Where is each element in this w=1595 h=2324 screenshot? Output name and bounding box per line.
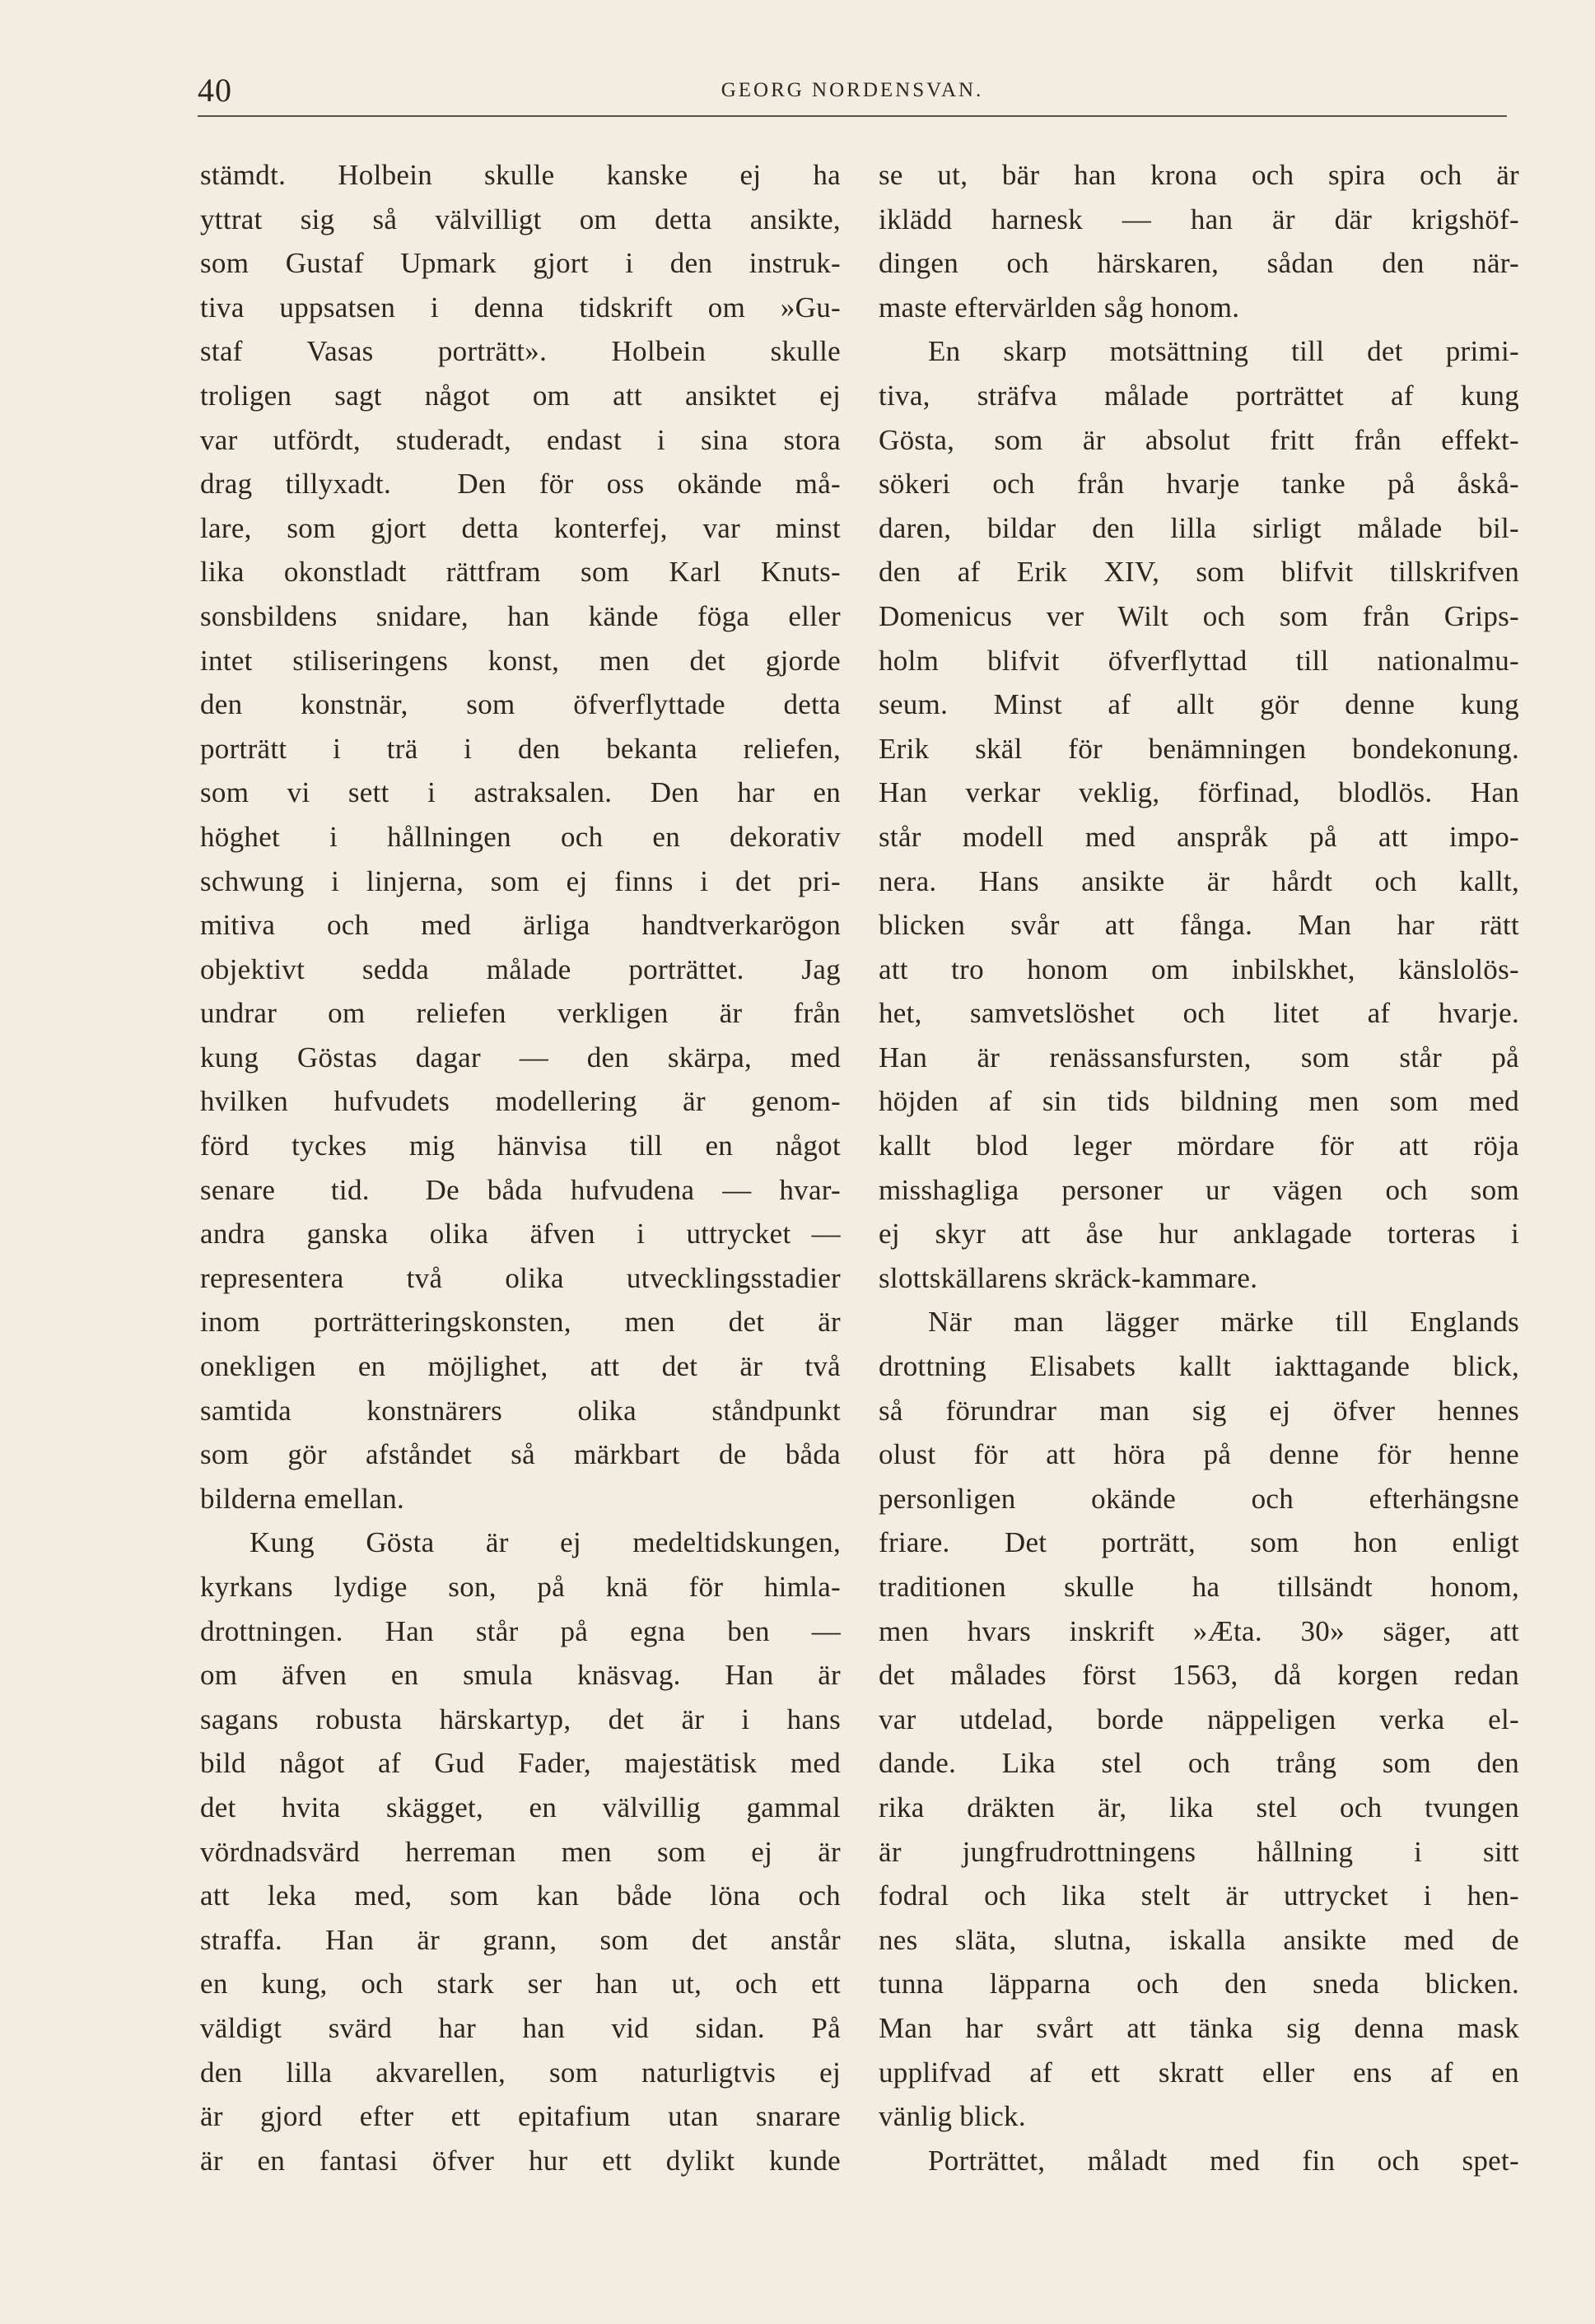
text-line: undrar om reliefen verkligen är från (200, 997, 841, 1030)
text-line: straffa. Han är grann, som det anstår (200, 1923, 841, 1956)
text-line: var utfördt, studeradt, endast i sina stora (200, 423, 841, 456)
text-line: vördnadsvärd herreman men som ej är (200, 1835, 841, 1868)
text-line: stämdt. Holbein skulle kanske ej ha (200, 159, 841, 191)
text-line: Domenicus ver Wilt och som från Grips- (879, 599, 1519, 632)
text-line: upplifvad af ett skratt eller ens af en (879, 2056, 1519, 2089)
text-line: se ut, bär han krona och spira och är (879, 159, 1519, 191)
text-line: att tro honom om inbilskhet, känslolös- (879, 952, 1519, 985)
text-line: står modell med anspråk på att impo- (879, 820, 1519, 853)
running-head: GEORG NORDENSVAN. (721, 79, 984, 101)
text-line: objektivt sedda målade porträttet. Jag (200, 952, 841, 985)
text-line: drottning Elisabets kallt iakttagande blick, (879, 1350, 1519, 1383)
text-line: staf Vasas porträtt». Holbein skulle (200, 335, 841, 368)
text-line: Han är renässansfursten, som står på (879, 1041, 1519, 1074)
text-line: ej skyr att åse hur anklagade torteras i (879, 1218, 1519, 1250)
text-line: yttrat sig så välvilligt om detta ansikte, (200, 203, 841, 235)
text-line: intet stiliseringens konst, men det gjorde (200, 644, 841, 677)
text-line: vänlig blick. (879, 2100, 1026, 2133)
text-line: är jungfrudrottningens hållning i sitt (879, 1835, 1519, 1868)
text-line: kyrkans lydige son, på knä för himla- (200, 1571, 841, 1603)
text-line: nera. Hans ansikte är hårdt och kallt, (879, 864, 1519, 897)
text-line: seum. Minst af allt gör denne kung (879, 688, 1519, 721)
text-line: olust för att höra på denne för henne (879, 1438, 1519, 1471)
text-line: Man har svårt att tänka sig denna mask (879, 2011, 1519, 2044)
text-line: En skarp motsättning till det primi- (928, 335, 1519, 368)
page-header (198, 68, 1507, 117)
text-line: den lilla akvarellen, som naturligtvis ej (200, 2056, 841, 2089)
text-line: slottskällarens skräck-kammare. (879, 1261, 1258, 1294)
page-number: 40 (198, 72, 232, 109)
text-line: det målades först 1563, då korgen redan (879, 1659, 1519, 1692)
text-line: som vi sett i astraksalen. Den har en (200, 776, 841, 809)
text-line: om äfven en smula knäsvag. Han är (200, 1659, 841, 1692)
right-column (879, 153, 1519, 2182)
text-line: drottningen. Han står på egna ben — (200, 1614, 841, 1647)
text-line: mitiva och med ärliga handtverkarögon (200, 909, 841, 942)
text-line: som gör afståndet så märkbart de båda (200, 1438, 841, 1471)
text-line: personligen okände och efterhängsne (879, 1482, 1519, 1515)
text-line: andra ganska olika äfven i uttrycket — (200, 1218, 841, 1250)
text-line: inom porträtteringskonsten, men det är (200, 1306, 841, 1339)
text-line: sonsbildens snidare, han kände föga eller (200, 599, 841, 632)
text-line: bild något af Gud Fader, majestätisk med (200, 1747, 841, 1780)
text-line: misshagliga personer ur vägen och som (879, 1173, 1519, 1206)
text-line: den af Erik XIV, som blifvit tillskrifven (879, 556, 1519, 589)
text-line: väldigt svärd har han vid sidan. På (200, 2011, 841, 2044)
text-line: var utdelad, borde näppeligen verka el- (879, 1702, 1519, 1735)
text-line: kallt blod leger mördare för att röja (879, 1129, 1519, 1162)
text-line: att leka med, som kan både löna och (200, 1879, 841, 1912)
text-line: så förundrar man sig ej öfver hennes (879, 1394, 1519, 1427)
text-line: hvilken hufvudets modellering är genom- (200, 1085, 841, 1118)
text-line: troligen sagt något om att ansiktet ej (200, 379, 841, 412)
text-line: Gösta, som är absolut fritt från effekt- (879, 423, 1519, 456)
text-line: Erik skäl för benämningen bondekonung. (879, 732, 1519, 765)
text-line: är en fantasi öfver hur ett dylikt kunde (200, 2144, 841, 2177)
text-line: samtida konstnärers olika ståndpunkt (200, 1394, 841, 1427)
text-line: en kung, och stark ser han ut, och ett (200, 1968, 841, 2000)
text-line: Kung Gösta är ej medeltidskungen, (250, 1526, 841, 1559)
text-line: fodral och lika stelt är uttrycket i hen- (879, 1879, 1519, 1912)
text-line: kung Göstas dagar — den skärpa, med (200, 1041, 841, 1074)
text-line: är gjord efter ett epitafium utan snarare (200, 2100, 841, 2133)
text-line: sagans robusta härskartyp, det är i hans (200, 1702, 841, 1735)
text-line: drag tillyxadt. Den för oss okände må- (200, 468, 841, 501)
text-line: nes släta, slutna, iskalla ansikte med de (879, 1923, 1519, 1956)
text-line: tunna läpparna och den sneda blicken. (879, 1968, 1519, 2000)
text-line: det hvita skägget, en välvillig gammal (200, 1791, 841, 1823)
text-line: iklädd harnesk — han är där krigshöf- (879, 203, 1519, 235)
text-line: När man lägger märke till Englands (928, 1306, 1519, 1339)
text-line: dingen och härskaren, sådan den när- (879, 247, 1519, 280)
text-line: senare tid. De båda hufvudena — hvar- (200, 1173, 841, 1206)
text-line: men hvars inskrift »Æta. 30» säger, att (879, 1614, 1519, 1647)
text-line: dande. Lika stel och trång som den (879, 1747, 1519, 1780)
text-line: tiva uppsatsen i denna tidskrift om »Gu- (200, 291, 841, 324)
text-line: förd tyckes mig hänvisa till en något (200, 1129, 841, 1162)
text-line: het, samvetslöshet och litet af hvarje. (879, 997, 1519, 1030)
text-line: rika dräkten är, lika stel och tvungen (879, 1791, 1519, 1823)
text-line: onekligen en möjlighet, att det är två (200, 1350, 841, 1383)
text-line: lika okonstladt rättfram som Karl Knuts- (200, 556, 841, 589)
text-line: den konstnär, som öfverflyttade detta (200, 688, 841, 721)
left-column (200, 153, 841, 2182)
text-line: porträtt i trä i den bekanta reliefen, (200, 732, 841, 765)
text-line: blicken svår att fånga. Man har rätt (879, 909, 1519, 942)
text-line: Porträttet, måladt med fin och spet- (928, 2144, 1519, 2177)
text-line: maste eftervärlden såg honom. (879, 291, 1240, 324)
text-line: schwung i linjerna, som ej finns i det pri- (200, 864, 841, 897)
text-line: tiva, sträfva målade porträttet af kung (879, 379, 1519, 412)
text-line: representera två olika utvecklingsstadier (200, 1261, 841, 1294)
text-line: holm blifvit öfverflyttad till nationalmu- (879, 644, 1519, 677)
text-line: Han verkar veklig, förfinad, blodlös. Han (879, 776, 1519, 809)
text-line: höghet i hållningen och en dekorativ (200, 820, 841, 853)
header-rule (198, 115, 1507, 117)
text-line: daren, bildar den lilla sirligt målade bil- (879, 511, 1519, 544)
text-line: lare, som gjort detta konterfej, var minst (200, 511, 841, 544)
text-line: friare. Det porträtt, som hon enligt (879, 1526, 1519, 1559)
text-line: höjden af sin tids bildning men som med (879, 1085, 1519, 1118)
text-line: traditionen skulle ha tillsändt honom, (879, 1571, 1519, 1603)
text-line: sökeri och från hvarje tanke på åskå- (879, 468, 1519, 501)
text-line: bilderna emellan. (200, 1482, 405, 1515)
text-line: som Gustaf Upmark gjort i den instruk- (200, 247, 841, 280)
